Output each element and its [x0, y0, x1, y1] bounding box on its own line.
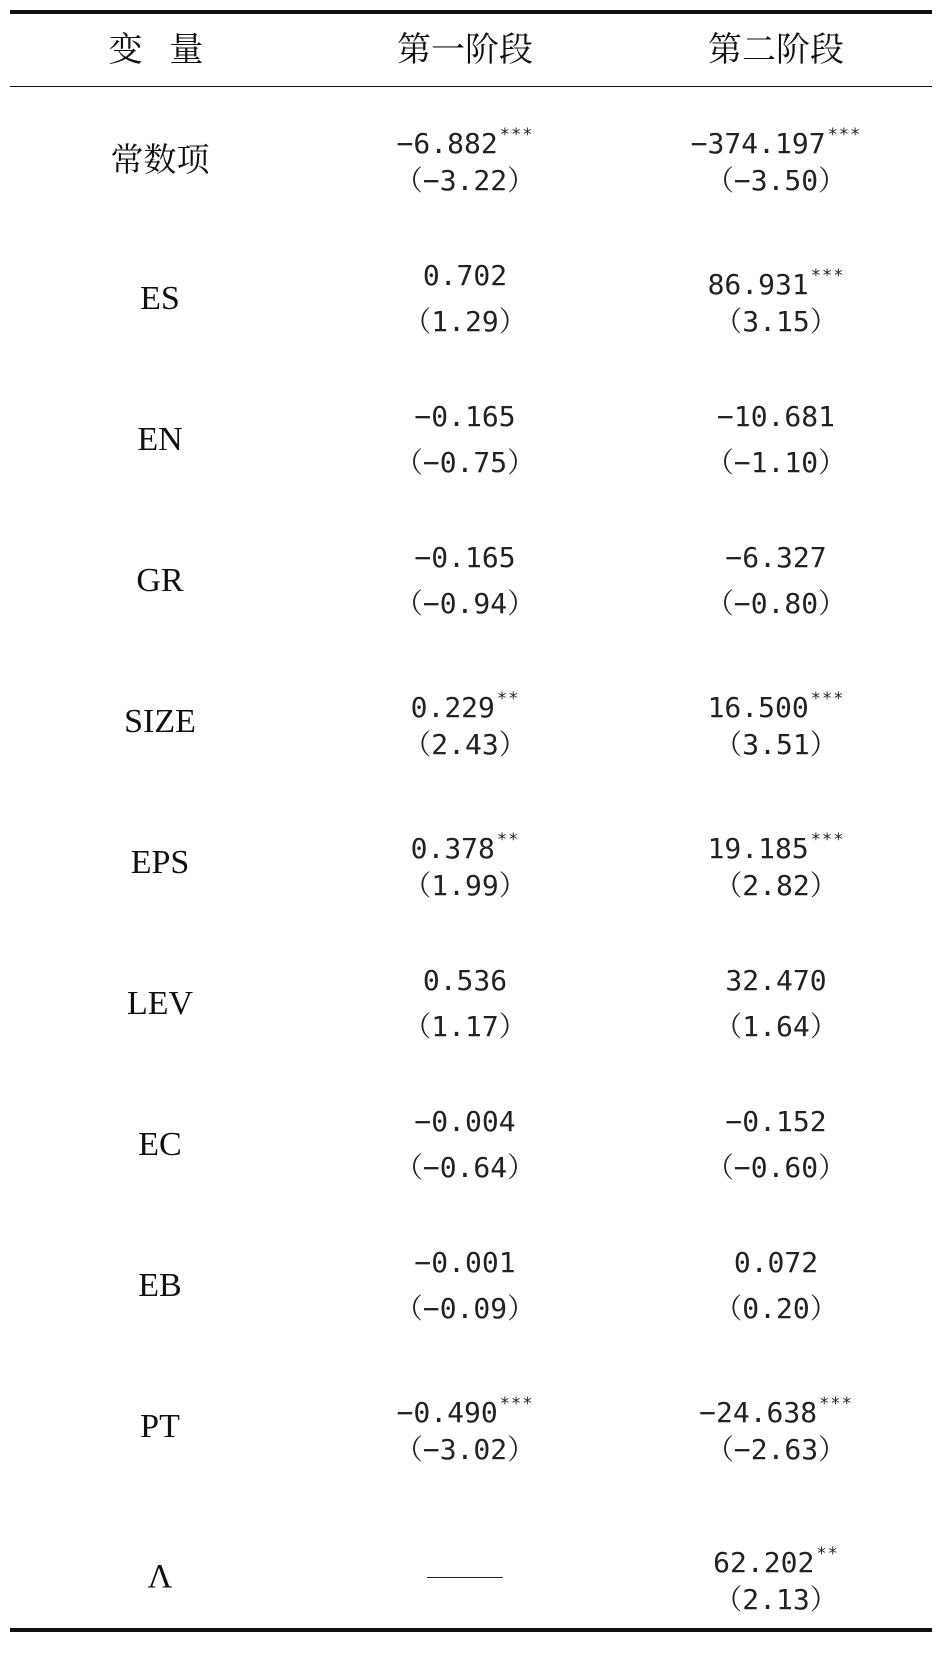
table-row — [10, 1356, 932, 1497]
stage-2-cell — [620, 1356, 932, 1497]
coefficient — [708, 253, 845, 299]
table-body — [10, 87, 932, 1657]
stage-1-cell — [310, 510, 620, 651]
coefficient — [414, 394, 515, 440]
table-row — [10, 369, 932, 510]
variable-name: EC — [138, 1125, 182, 1163]
table-row — [10, 933, 932, 1074]
variable-name: GR — [136, 561, 184, 599]
coefficient-value: 0.229 — [410, 690, 495, 724]
variable-name: ES — [140, 279, 180, 317]
coefficient — [423, 253, 507, 299]
table-header-row — [10, 14, 932, 86]
coefficient — [725, 958, 826, 1004]
variable-name: PT — [140, 1407, 180, 1445]
stage-1-cell — [310, 1074, 620, 1215]
table-row — [10, 1074, 932, 1215]
variable-name: Λ — [147, 1558, 173, 1595]
coefficient — [423, 958, 507, 1004]
table-row — [10, 228, 932, 369]
t-statistic: （−1.10） — [705, 445, 847, 479]
stage-2-cell — [620, 651, 932, 792]
table-row — [10, 510, 932, 651]
coefficient — [411, 817, 520, 863]
t-statistic: （−0.09） — [394, 1291, 536, 1325]
table-row — [10, 651, 932, 792]
coefficient-value: 0.378 — [410, 831, 495, 865]
t-statistic: （3.15） — [714, 304, 838, 338]
stage-1-cell — [310, 1497, 620, 1657]
coefficient — [691, 112, 862, 158]
coefficient-value: 62.202 — [713, 1546, 815, 1579]
t-statistic: （1.29） — [403, 304, 527, 338]
significance-stars: ** — [816, 1544, 839, 1564]
stage-2-cell — [620, 792, 932, 933]
coefficient-value: −10.681 — [716, 399, 835, 433]
header-stage-2: 第二阶段 — [708, 30, 844, 70]
coefficient-value: −0.165 — [414, 399, 516, 433]
t-statistic: （2.82） — [714, 868, 838, 902]
coefficient — [414, 1240, 515, 1286]
significance-stars: *** — [819, 1393, 853, 1414]
t-statistic: （−0.64） — [394, 1150, 536, 1184]
significance-stars: *** — [810, 829, 845, 850]
t-statistic: （1.17） — [403, 1009, 527, 1043]
header-stage-1: 第一阶段 — [397, 30, 533, 70]
coefficient — [414, 535, 515, 581]
coefficient — [699, 1381, 853, 1427]
coefficient — [713, 1531, 839, 1577]
coefficient-value: −374.197 — [690, 126, 826, 160]
significance-stars: *** — [827, 124, 862, 145]
coefficient-value: −0.004 — [414, 1104, 516, 1138]
t-statistic: （0.20） — [714, 1291, 838, 1325]
table-row — [10, 87, 932, 228]
variable-name: EPS — [130, 843, 190, 881]
significance-stars: *** — [810, 265, 845, 286]
coefficient — [411, 676, 520, 722]
stage-2-cell — [620, 933, 932, 1074]
coefficient — [708, 676, 845, 722]
significance-stars: *** — [499, 124, 534, 145]
variable-name: SIZE — [124, 702, 196, 740]
coefficient-value: 16.500 — [707, 690, 809, 724]
t-statistic: （−3.02） — [394, 1432, 536, 1466]
t-statistic: （−0.75） — [394, 445, 536, 479]
stage-1-cell — [310, 1215, 620, 1356]
coefficient — [725, 1099, 826, 1145]
stage-1-cell — [310, 228, 620, 369]
table-row — [10, 1497, 932, 1657]
stage-2-cell — [620, 87, 932, 228]
coefficient-value: 86.931 — [707, 267, 809, 301]
stage-1-cell — [310, 651, 620, 792]
coefficient — [717, 394, 835, 440]
variable-name: 常数项 — [110, 140, 210, 179]
stage-2-cell — [620, 510, 932, 651]
t-statistic: （−3.22） — [394, 163, 536, 197]
significance-stars: ** — [496, 688, 520, 709]
coefficient-value: −24.638 — [699, 1395, 818, 1429]
stage-1-cell — [310, 87, 620, 228]
coefficient-value: 19.185 — [707, 831, 809, 865]
stage-2-cell — [620, 228, 932, 369]
t-statistic: （−0.94） — [394, 586, 536, 620]
significance-stars: *** — [499, 1393, 534, 1414]
header-variable: 变 量 — [108, 30, 212, 70]
coefficient-value: 0.072 — [733, 1245, 819, 1279]
table-row — [10, 792, 932, 933]
coefficient-value: −6.327 — [725, 540, 827, 574]
coefficient-value: −0.001 — [414, 1245, 516, 1279]
coefficient — [734, 1240, 818, 1286]
t-statistic: （3.51） — [714, 727, 838, 761]
coefficient-value: −0.490 — [396, 1395, 498, 1429]
stage-2-cell — [620, 1215, 932, 1356]
stage-2-cell — [620, 1074, 932, 1215]
t-statistic: （2.43） — [403, 727, 527, 761]
coefficient — [414, 1099, 515, 1145]
coefficient-value: −0.152 — [725, 1104, 827, 1138]
coefficient — [725, 535, 826, 581]
t-statistic: （−2.63） — [705, 1432, 847, 1466]
coefficient-value: 0.702 — [422, 258, 508, 292]
t-statistic: （−0.60） — [705, 1150, 847, 1184]
significance-stars: ** — [496, 829, 520, 850]
t-statistic: （−0.80） — [705, 586, 847, 620]
t-statistic: （2.13） — [714, 1583, 838, 1616]
coefficient — [397, 1381, 534, 1427]
t-statistic: （1.99） — [403, 868, 527, 902]
coefficient-value: 32.470 — [725, 963, 827, 997]
table-bottom-rule — [10, 1628, 932, 1632]
coefficient-value: 0.536 — [422, 963, 508, 997]
stage-1-cell — [310, 369, 620, 510]
stage-1-cell — [310, 792, 620, 933]
stage-2-cell — [620, 1497, 932, 1657]
variable-name: EB — [138, 1266, 182, 1304]
variable-name: EN — [137, 420, 183, 458]
table-row — [10, 1215, 932, 1356]
t-statistic: （−3.50） — [705, 163, 847, 197]
coefficient — [708, 817, 845, 863]
t-statistic: （1.64） — [714, 1009, 838, 1043]
stage-2-cell — [620, 369, 932, 510]
coefficient-value: −0.165 — [414, 540, 516, 574]
empty-value-dash — [427, 1577, 503, 1578]
coefficient — [397, 112, 534, 158]
significance-stars: *** — [810, 688, 845, 709]
stage-1-cell — [310, 933, 620, 1074]
stage-1-cell — [310, 1356, 620, 1497]
coefficient-value: −6.882 — [396, 126, 498, 160]
variable-name: LEV — [126, 984, 194, 1022]
